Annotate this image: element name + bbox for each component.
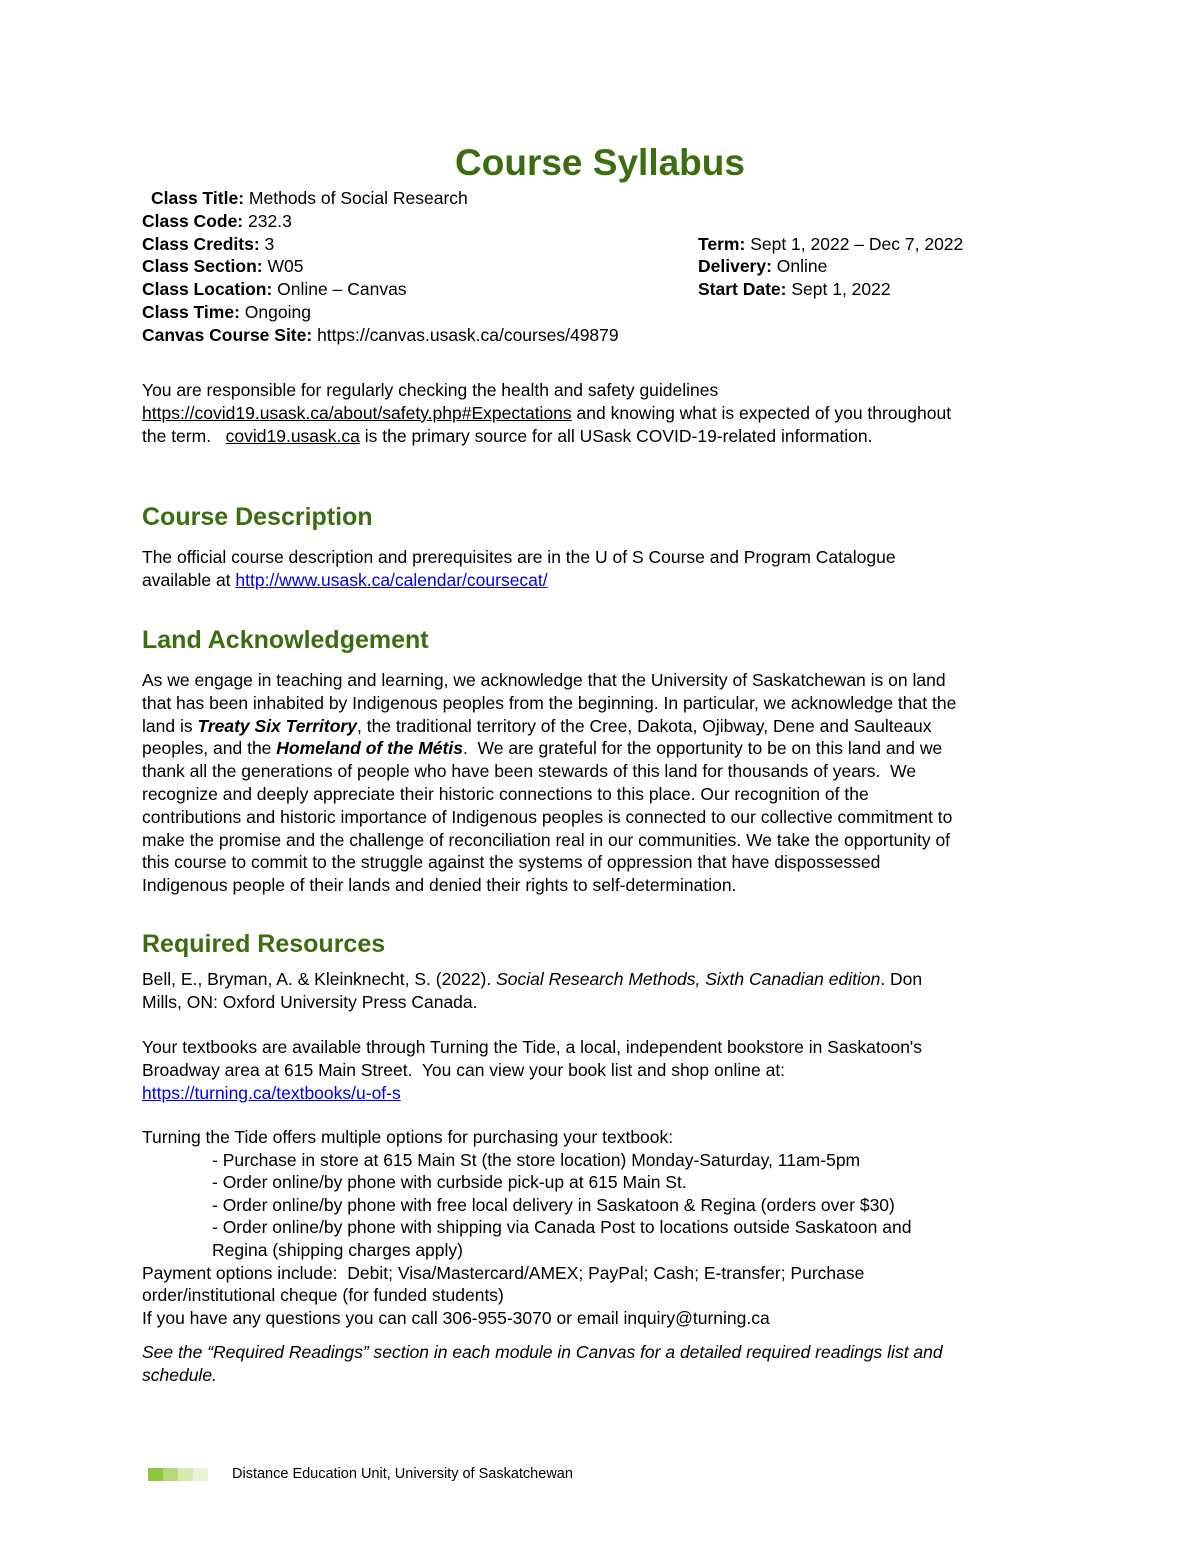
purchase-options <box>142 1126 1062 1329</box>
class-time-value: Ongoing <box>239 301 311 322</box>
footer-square-1 <box>148 1468 163 1481</box>
footer-text: Distance Education Unit, University of Saskatchewan <box>232 1466 573 1482</box>
safety-line-3-start: the term. <box>142 425 226 446</box>
purchase-option-3: - Order online/by phone with free local delivery in Saskatoon & Regina (orders over $30) <box>212 1194 895 1215</box>
purchase-option-1: - Purchase in store at 615 Main St (the store location) Monday-Saturday, 11am-5pm <box>212 1149 861 1170</box>
land-line-8: make the promise and the challenge of reconciliation real in our communities. We take the opportunity of <box>142 829 951 850</box>
land-line-4c: . We are grateful for the opportunity to be on this land and we <box>462 738 943 759</box>
contact-line: If you have any questions you can call 306-955-3070 or email inquiry@turning.ca <box>142 1307 770 1328</box>
delivery-value: Online <box>771 256 828 277</box>
class-time-label: Class Time: <box>142 301 240 322</box>
citation <box>142 968 1062 1014</box>
purchase-option-4: - Order online/by phone with shipping via Canada Post to locations outside Saskatoon and <box>212 1217 912 1238</box>
land-line-9: this course to commit to the struggle against the systems of oppression that have dispossessed <box>142 852 881 873</box>
land-line-4a: peoples, and the <box>142 738 277 759</box>
delivery-label: Delivery: <box>698 256 772 277</box>
class-code-value: 232.3 <box>243 210 292 231</box>
footer <box>148 1465 573 1483</box>
safety-guidelines-link[interactable]: https://covid19.usask.ca/about/safety.php#Expectations <box>142 402 572 423</box>
safety-paragraph <box>142 379 1062 447</box>
citation-authors: Bell, E., Bryman, A. & Kleinknecht, S. (2022). <box>142 969 497 989</box>
footer-square-3 <box>178 1468 193 1481</box>
course-catalogue-link[interactable]: http://www.usask.ca/calendar/coursecat/ <box>235 569 548 590</box>
land-line-1: As we engage in teaching and learning, we acknowledge that the University of Saskatchewan is on land <box>142 670 946 690</box>
safety-line-1: You are responsible for regularly checking the health and safety guidelines <box>142 380 719 400</box>
land-line-2: that has been inhabited by Indigenous peoples from the beginning. In particular, we acknowledge that the <box>142 692 957 713</box>
term-value: Sept 1, 2022 – Dec 7, 2022 <box>745 233 964 254</box>
canvas-site-value: https://canvas.usask.ca/courses/49879 <box>312 324 619 345</box>
citation-publisher: Mills, ON: Oxford University Press Canada. <box>142 991 478 1012</box>
class-code-label: Class Code: <box>142 210 244 231</box>
land-line-10: Indigenous people of their lands and denied their rights to self-determination. <box>142 875 737 896</box>
start-date-value: Sept 1, 2022 <box>786 279 891 300</box>
land-line-7: contributions and historic importance of Indigenous peoples is connected to our collective commitment to <box>142 806 953 827</box>
readings-note-line-2: schedule. <box>142 1364 217 1385</box>
textbook-line-1: Your textbooks are available through Turning the Tide, a local, independent bookstore in Saskatoon's <box>142 1037 923 1057</box>
payment-line-1: Payment options include: Debit; Visa/Mastercard/AMEX; PayPal; Cash; E-transfer; Purchase <box>142 1262 865 1283</box>
footer-square-4 <box>193 1468 208 1481</box>
textbook-line-2: Broadway area at 615 Main Street. You can view your book list and shop online at: <box>142 1059 786 1080</box>
land-line-3c: , the traditional territory of the Cree, Dakota, Ojibway, Dene and Saulteaux <box>356 715 932 736</box>
textbook-store-link[interactable]: https://turning.ca/textbooks/u-of-s <box>142 1082 401 1103</box>
citation-tail: . Don <box>880 969 923 989</box>
footer-square-2 <box>163 1468 178 1481</box>
class-title-value: Methods of Social Research <box>244 188 468 208</box>
class-location-value: Online – Canvas <box>272 279 407 300</box>
land-line-6: recognize and deeply appreciate their historic connections to this place. Our recognition of the <box>142 783 869 804</box>
class-title-label: Class Title: <box>151 188 245 208</box>
purchase-option-2: - Order online/by phone with curbside pick-up at 615 Main St. <box>212 1172 687 1193</box>
class-info <box>142 187 1062 347</box>
land-line-3a: land is <box>142 715 198 736</box>
covid-info-link[interactable]: covid19.usask.ca <box>225 425 360 446</box>
land-acknowledgement-text <box>142 669 1062 897</box>
treaty-six-territory: Treaty Six Territory <box>197 715 357 736</box>
class-section-label: Class Section: <box>142 256 263 277</box>
readings-note-line-1: See the “Required Readings” section in each module in Canvas for a detailed required readings list and <box>142 1342 943 1362</box>
start-date-label: Start Date: <box>698 279 787 300</box>
course-description-text <box>142 546 1062 592</box>
class-location-label: Class Location: <box>142 279 273 300</box>
class-section-value: W05 <box>262 256 304 277</box>
required-resources-heading: Required Resources <box>142 930 386 958</box>
page-title: Course Syllabus <box>455 142 745 183</box>
land-acknowledgement-heading: Land Acknowledgement <box>142 626 429 654</box>
safety-line-2: and knowing what is expected of you throughout <box>571 402 952 423</box>
term-label: Term: <box>698 233 746 254</box>
payment-line-2: order/institutional cheque (for funded students) <box>142 1285 504 1306</box>
citation-title: Social Research Methods, Sixth Canadian edition <box>496 969 881 989</box>
course-description-line-2: available at <box>142 569 236 590</box>
class-credits-value: 3 <box>259 233 275 254</box>
canvas-site-label: Canvas Course Site: <box>142 324 313 345</box>
purchase-option-4-cont: Regina (shipping charges apply) <box>212 1239 463 1260</box>
textbook-paragraph <box>142 1036 1062 1104</box>
course-description-line-1: The official course description and prerequisites are in the U of S Course and Program Catalogue <box>142 547 896 567</box>
class-credits-label: Class Credits: <box>142 233 260 254</box>
purchase-options-intro: Turning the Tide offers multiple options for purchasing your textbook: <box>142 1127 674 1147</box>
homeland-of-metis: Homeland of the Métis <box>276 738 463 759</box>
land-line-5: thank all the generations of people who have been stewards of this land for thousands of years. We <box>142 761 917 782</box>
course-description-heading: Course Description <box>142 503 373 531</box>
safety-line-3-rest: is the primary source for all USask COVID-19-related information. <box>359 425 873 446</box>
readings-note <box>142 1341 1062 1387</box>
